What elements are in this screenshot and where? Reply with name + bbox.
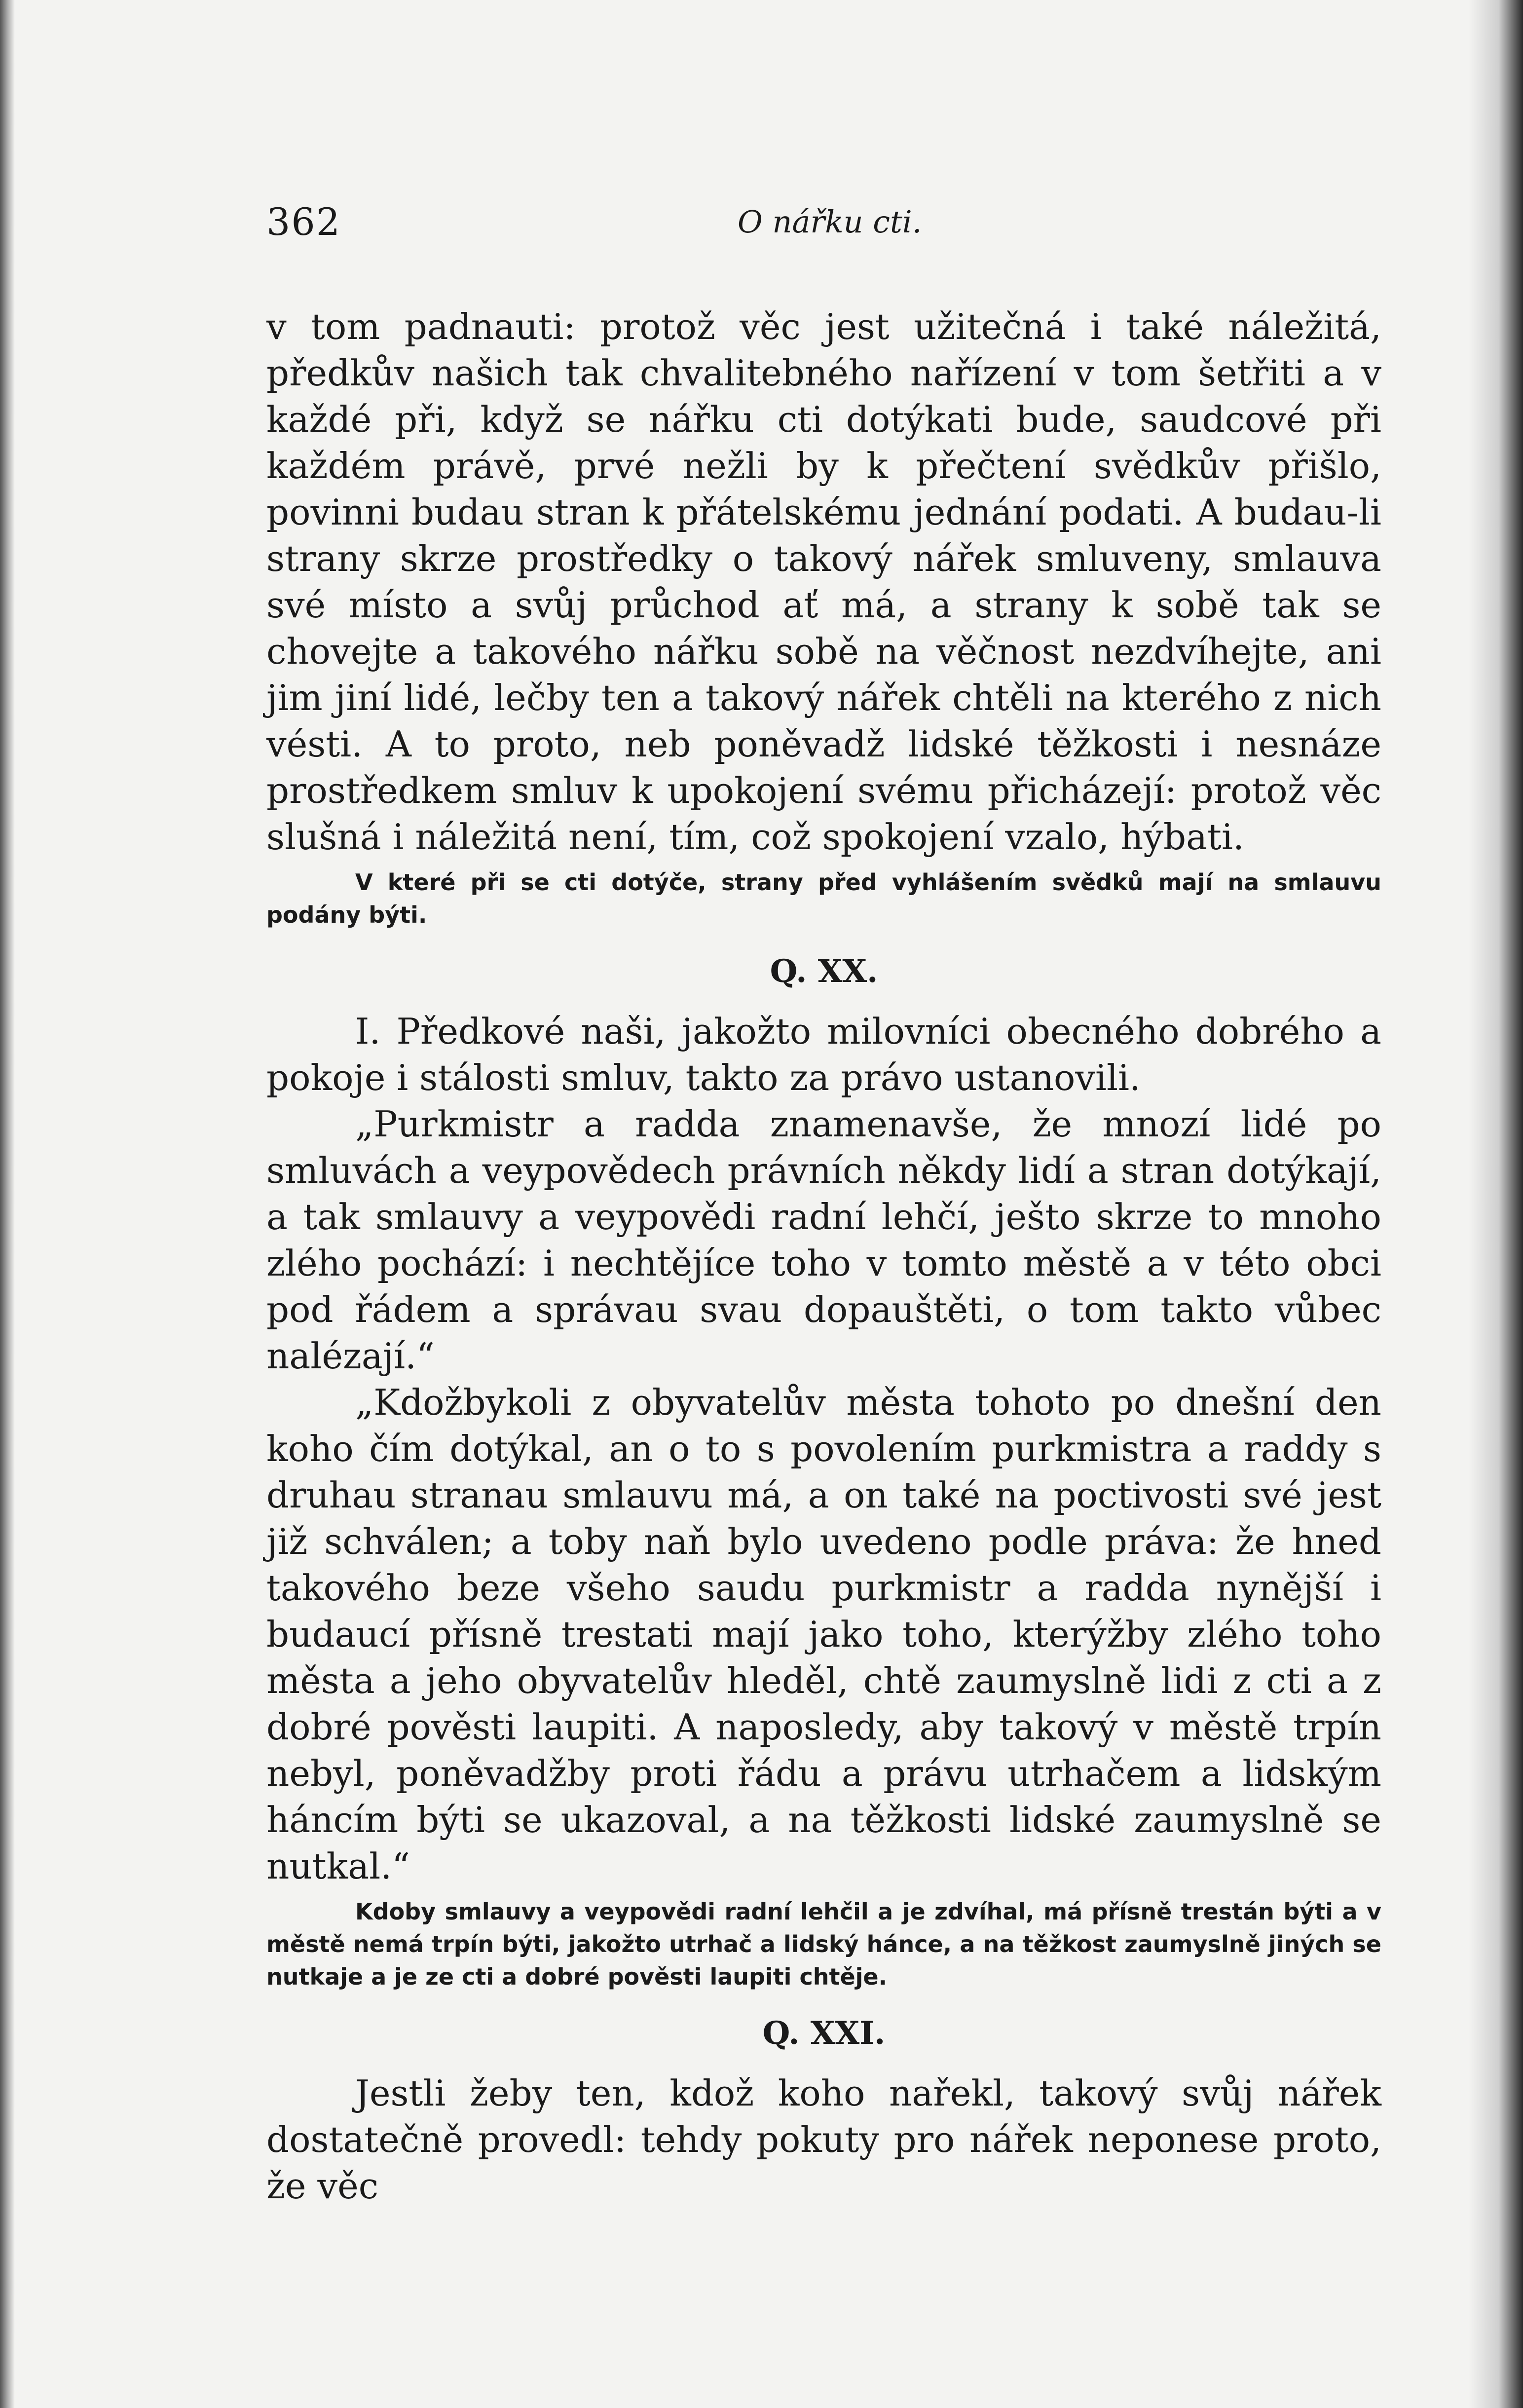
scan-left-edge	[0, 0, 15, 2408]
section-heading-q21: Q. XXI.	[762, 2015, 886, 2052]
section-heading-q20: Q. XX.	[770, 953, 878, 990]
running-head	[266, 200, 1381, 254]
page-number: 362	[266, 200, 341, 244]
running-title: O nářku cti.	[738, 204, 922, 240]
body-text	[266, 303, 1381, 2209]
book-page	[266, 0, 1381, 2408]
paragraph-quote: „Purkmistr a radda znamenavše, že mnozí lidé po smluvách a veypovědech právních někdy lidí a stran dotýkají, a tak smlauvy a veypovědi radní lehčí, ješto skrze to mnoho zlého pochází: i nechtějíce toho v tomto městě a v této obci pod řádem a správau svau dopauštěti, o tom takto vůbec nalézají.“	[266, 1103, 1381, 1377]
marginal-summary: Kdoby smlauvy a veypovědi radní lehčil a je zdvíhal, má přísně trestán býti a v městě nemá trpín býti, jakožto utrhač a lidský hánce, a na těžkost zaumyslně jiných se nutkaje a je ze cti a dobré pověsti laupiti chtěje.	[266, 1898, 1381, 1990]
paragraph: I. Předkové naši, jakožto milovníci obecného dobrého a pokoje i stálosti smluv, takto za právo ustanovili.	[266, 1011, 1381, 1098]
scan-right-edge	[1469, 0, 1523, 2408]
marginal-summary: V které při se cti dotýče, strany před vyhlášením svědků mají na smlauvu podány býti.	[266, 869, 1381, 928]
paragraph-continuation: v tom padnauti: protož věc jest užitečná i také náležitá, předkův našich tak chvalitebného nařízení v tom šetřiti a v každé při, když se nářku cti dotýkati bude, saudcové při každém právě, prvé nežli by k přečtení svědkův přišlo, povinni budau stran k přátelskému jednání podati. A budau-li strany skrze prostředky o takový nářek smluveny, smlauva své místo a svůj průchod ať má, a strany k sobě tak se chovejte a takového nářku sobě na věčnost nezdvíhejte, ani jim jiní lidé, lečby ten a takový nářek chtěli na kterého z nich vésti. A to proto, neb poněvadž lidské těžkosti i nesnáze prostředkem smluv k upokojení svému přicházejí: protož věc slušná i náležitá není, tím, což spokojení vzalo, hýbati.	[266, 306, 1381, 858]
paragraph: Jestli žeby ten, kdož koho nařekl, takový svůj nářek dostatečně provedl: tehdy pokuty pro nářek neponese proto, že věc	[266, 2072, 1381, 2207]
paragraph-quote: „Kdožbykoli z obyvatelův města tohoto po dnešní den koho čím dotýkal, an o to s povolením purkmistra a raddy s druhau stranau smlauvu má, a on také na poctivosti své jest již schválen; a toby naň bylo uvedeno podle práva: že hned takového beze všeho saudu purkmistr a radda nynější i budaucí přísně trestati mají jako toho, kterýžby zlého toho města a jeho obyvatelův hleděl, chtě zaumyslně lidi z cti a z dobré pověsti laupiti. A naposledy, aby takový v městě trpín nebyl, poněvadžby proti řádu a právu utrhačem a lidským háncím býti se ukazoval, a na těžkosti lidské zaumyslně se nutkal.“	[266, 1382, 1381, 1887]
